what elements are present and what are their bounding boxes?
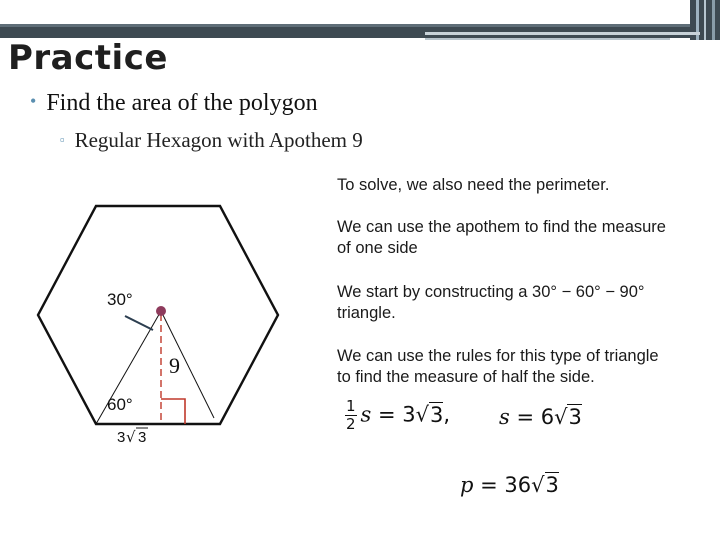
radicand: 3 (545, 473, 559, 497)
equation-1-comma: , (443, 402, 451, 427)
explanation-line-4b: to find the measure of half the side. (337, 368, 595, 386)
radicand: 3 (568, 405, 582, 429)
bullet-dot-icon: • (30, 91, 37, 111)
sqrt-icon: √ (126, 428, 136, 446)
fraction-denominator: 2 (346, 415, 356, 433)
sub-bullet-text: Regular Hexagon with Apothem 9 (74, 128, 363, 152)
explanation-line-3b: triangle. (337, 304, 396, 322)
sqrt-icon: √ (415, 402, 430, 427)
center-vertex-dot (156, 306, 166, 316)
hexagon-diagram (28, 196, 308, 456)
explanation-line-4a: We can use the rules for this type of triangle (337, 347, 659, 365)
fraction-numerator: 1 (346, 397, 356, 415)
angle-pointer-arrow (125, 316, 153, 330)
slide-title: Practice (8, 38, 168, 78)
equation-perimeter (460, 473, 559, 497)
radicand: 3 (430, 402, 444, 427)
apothem-label: 9 (169, 353, 180, 378)
equation-2-mid: = 6 (509, 405, 555, 429)
explanation-line-1: To solve, we also need the perimeter. (337, 176, 610, 194)
square-bullet-icon: ▫ (60, 132, 65, 147)
fraction-one-half (345, 398, 357, 433)
equation-3-mid: = 36 (473, 473, 532, 497)
header-decoration (0, 0, 720, 40)
angle-label-60: 60° (107, 395, 133, 414)
sqrt-icon: √ (554, 405, 568, 429)
sqrt-icon: √ (531, 473, 545, 497)
bullet-item (30, 90, 318, 117)
equation-side (499, 405, 582, 429)
variable-s: s (499, 405, 510, 429)
explanation-line-2a: We can use the apothem to find the measure (337, 218, 666, 236)
explanation-line-2b: of one side (337, 239, 418, 257)
half-side-radicand: 3 (138, 429, 147, 446)
equation-1-mid: = 3 (371, 402, 416, 427)
variable-s: s (360, 402, 372, 427)
bullet-text: Find the area of the polygon (46, 90, 318, 116)
explanation-line-3a: We start by constructing a 30° − 60° − 90° (337, 283, 645, 301)
angle-label-30: 30° (107, 290, 133, 309)
sub-bullet-item (60, 128, 363, 153)
half-side-coefficient: 3 (117, 429, 126, 446)
right-angle-marker (161, 399, 185, 424)
equation-half-side (345, 398, 450, 433)
variable-p: p (460, 473, 474, 497)
